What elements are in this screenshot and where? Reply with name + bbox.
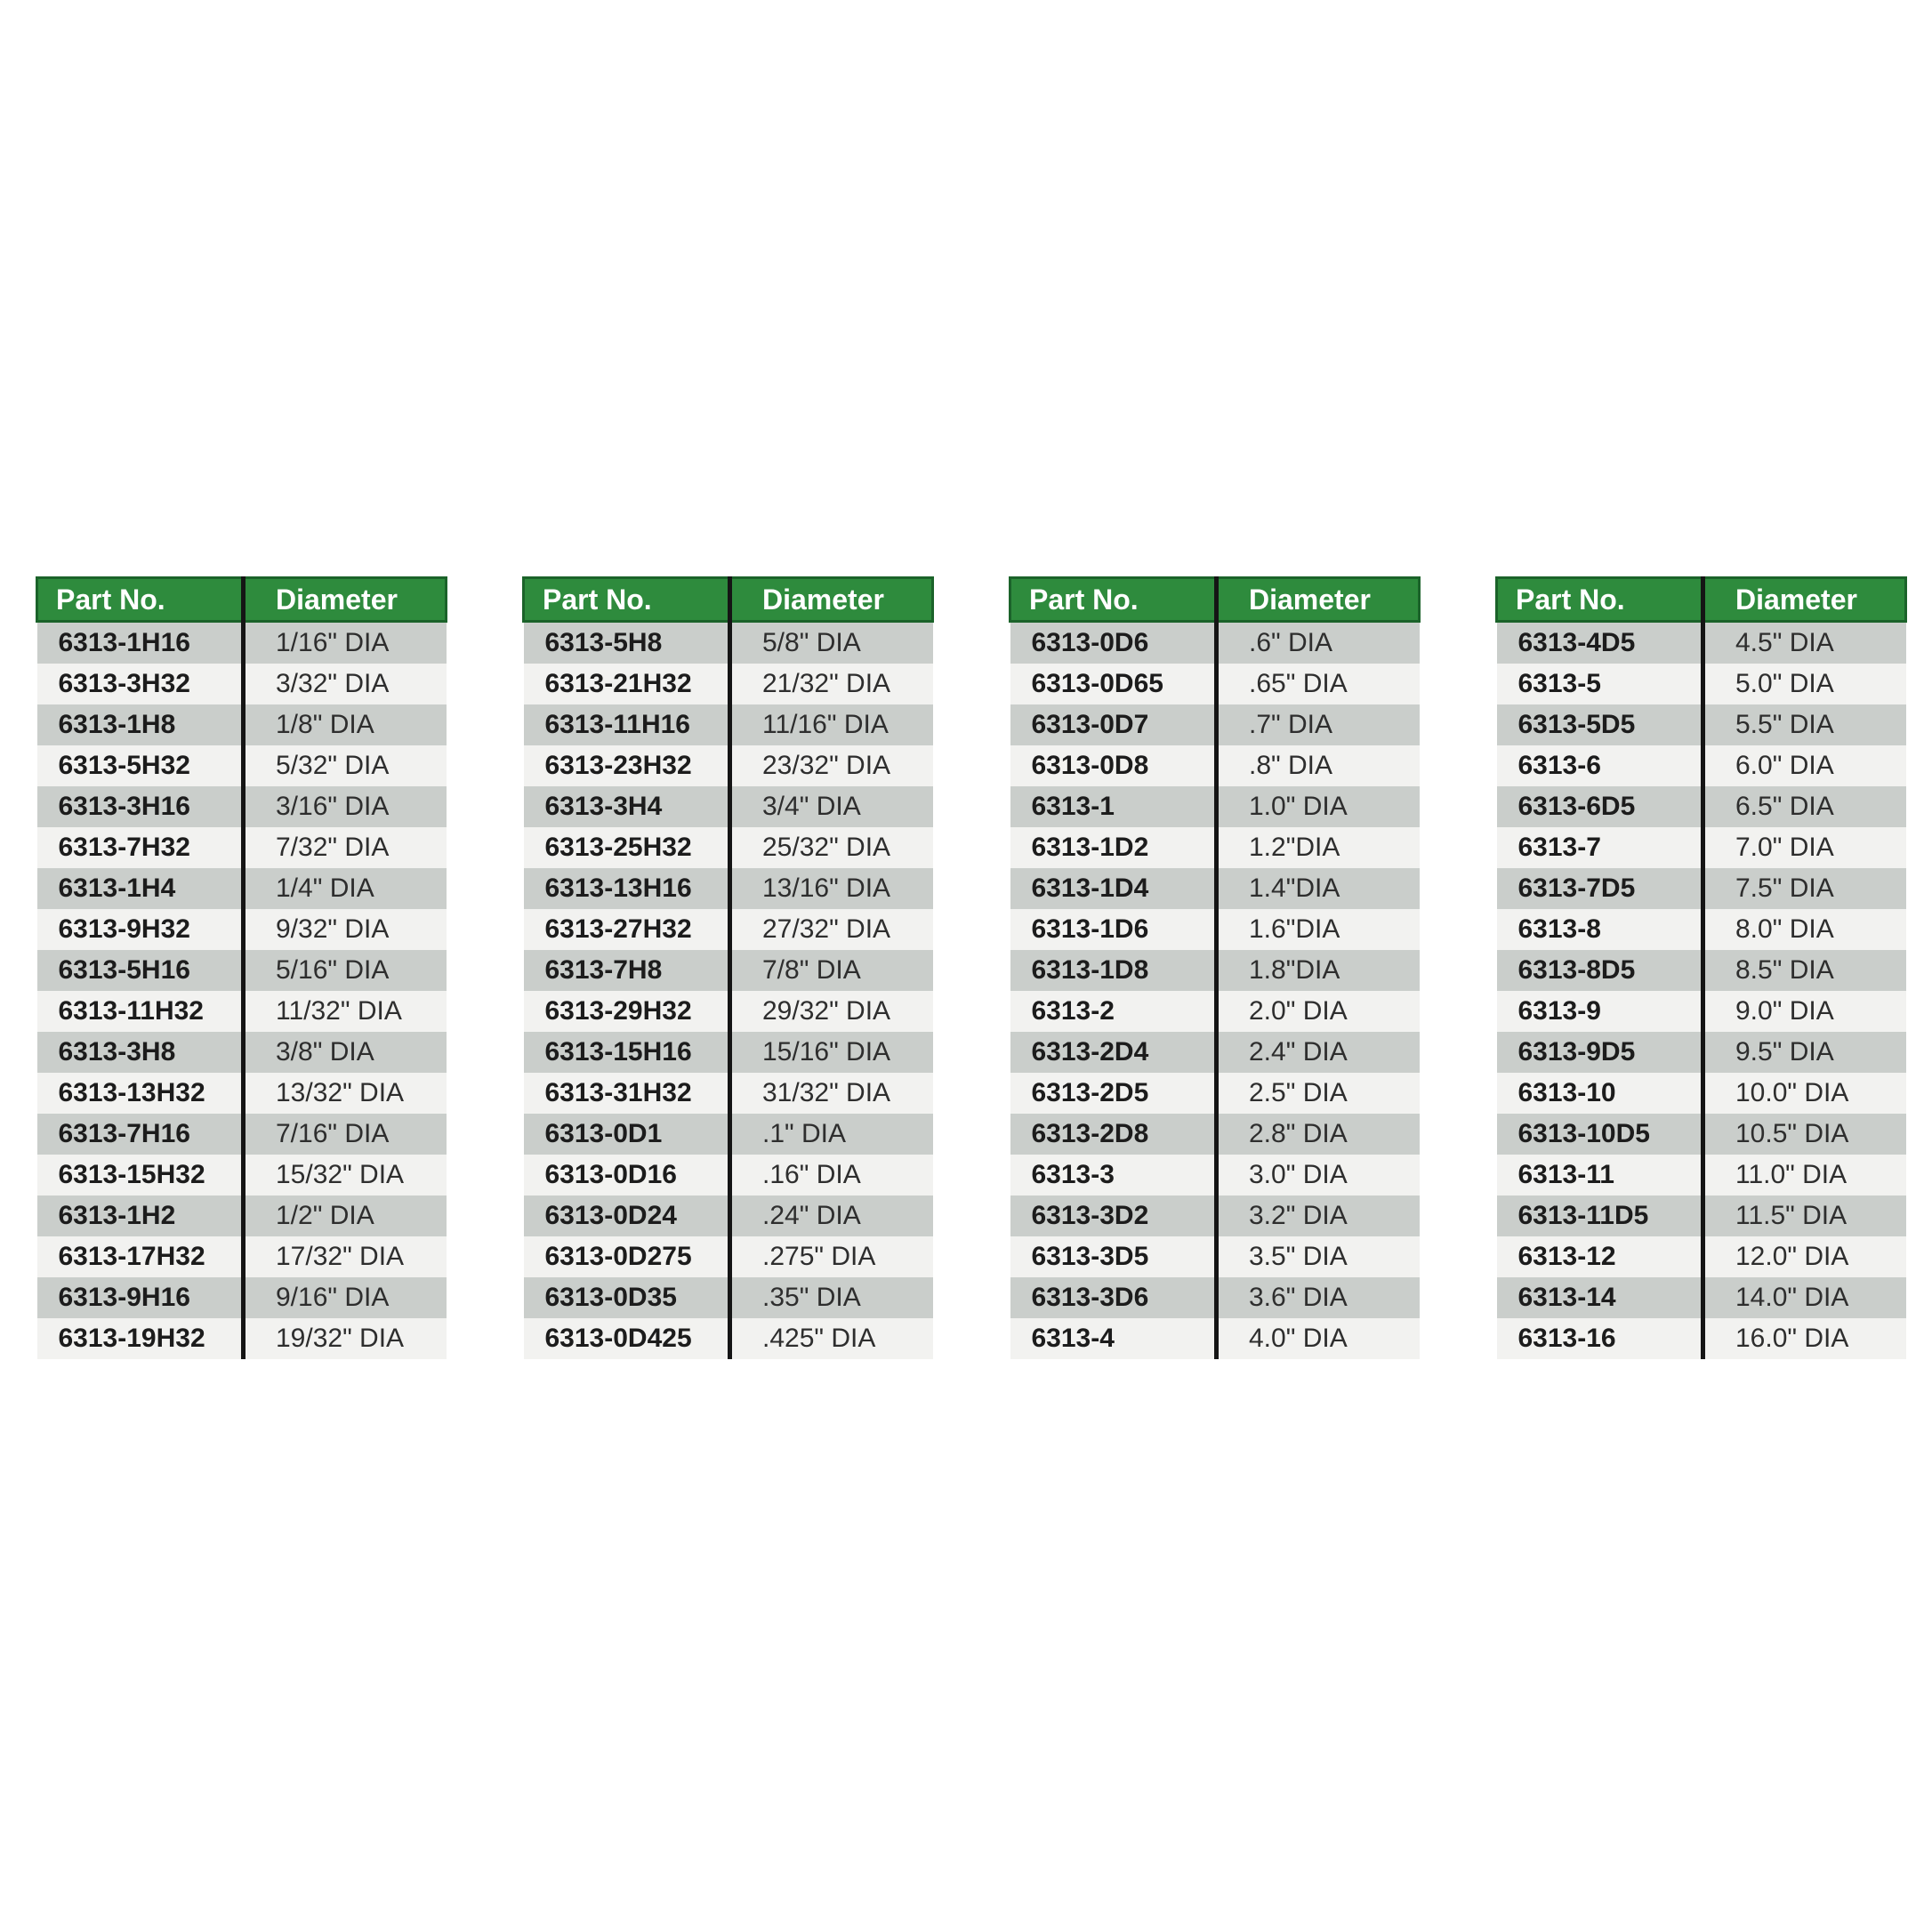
diameter-cell: 1.8"DIA	[1217, 950, 1420, 991]
table-row	[1010, 1155, 1420, 1195]
part-no-cell: 6313-6D5	[1497, 786, 1703, 827]
part-no-cell: 6313-10	[1497, 1073, 1703, 1114]
column-header-diameter: Diameter	[244, 578, 447, 622]
part-no-cell: 6313-1D6	[1010, 909, 1217, 950]
table-row	[524, 704, 933, 745]
diameter-cell: 23/32" DIA	[730, 745, 933, 786]
table-row	[37, 745, 447, 786]
table-row	[37, 786, 447, 827]
part-no-cell: 6313-3H4	[524, 786, 730, 827]
part-no-cell: 6313-12	[1497, 1236, 1703, 1277]
part-no-cell: 6313-9D5	[1497, 1032, 1703, 1073]
diameter-cell: 11.0" DIA	[1703, 1155, 1906, 1195]
diameter-cell: 9.5" DIA	[1703, 1032, 1906, 1073]
table-row	[37, 1236, 447, 1277]
part-no-cell: 6313-4D5	[1497, 622, 1703, 664]
part-no-cell: 6313-0D24	[524, 1195, 730, 1236]
part-no-cell: 6313-3H8	[37, 1032, 244, 1073]
table-row	[1010, 827, 1420, 868]
column-header-diameter: Diameter	[1217, 578, 1420, 622]
part-no-cell: 6313-11D5	[1497, 1195, 1703, 1236]
table-row	[1497, 1032, 1906, 1073]
table-row	[524, 622, 933, 664]
part-no-cell: 6313-7	[1497, 827, 1703, 868]
part-no-cell: 6313-1H2	[37, 1195, 244, 1236]
table-row	[1497, 1073, 1906, 1114]
diameter-cell: .7" DIA	[1217, 704, 1420, 745]
table-row	[37, 827, 447, 868]
table-row	[524, 991, 933, 1032]
table-row	[1010, 1114, 1420, 1155]
table-row	[1497, 622, 1906, 664]
table-body	[524, 622, 933, 1360]
part-no-cell: 6313-8	[1497, 909, 1703, 950]
diameter-cell: 3.6" DIA	[1217, 1277, 1420, 1318]
table-header-row	[524, 578, 933, 622]
table-row	[524, 1277, 933, 1318]
part-no-cell: 6313-14	[1497, 1277, 1703, 1318]
column-header-diameter: Diameter	[1703, 578, 1906, 622]
part-no-cell: 6313-2D4	[1010, 1032, 1217, 1073]
diameter-cell: 16.0" DIA	[1703, 1318, 1906, 1359]
table-row	[1010, 745, 1420, 786]
table-row	[37, 1155, 447, 1195]
diameter-cell: 3.2" DIA	[1217, 1195, 1420, 1236]
diameter-cell: 1.2"DIA	[1217, 827, 1420, 868]
part-no-cell: 6313-9H16	[37, 1277, 244, 1318]
spec-table-decimal-2	[1495, 576, 1907, 1359]
diameter-cell: .65" DIA	[1217, 664, 1420, 704]
diameter-cell: 15/16" DIA	[730, 1032, 933, 1073]
diameter-cell: 2.0" DIA	[1217, 991, 1420, 1032]
part-no-cell: 6313-29H32	[524, 991, 730, 1032]
diameter-cell: 19/32" DIA	[244, 1318, 447, 1359]
diameter-cell: .8" DIA	[1217, 745, 1420, 786]
diameter-cell: 4.0" DIA	[1217, 1318, 1420, 1359]
diameter-cell: 17/32" DIA	[244, 1236, 447, 1277]
table-row	[1497, 786, 1906, 827]
diameter-cell: 11.5" DIA	[1703, 1195, 1906, 1236]
diameter-cell: 27/32" DIA	[730, 909, 933, 950]
diameter-cell: 11/16" DIA	[730, 704, 933, 745]
part-no-cell: 6313-3D5	[1010, 1236, 1217, 1277]
table-row	[1497, 1195, 1906, 1236]
table-row	[1010, 1073, 1420, 1114]
table-row	[1497, 909, 1906, 950]
part-no-cell: 6313-21H32	[524, 664, 730, 704]
part-no-cell: 6313-2D8	[1010, 1114, 1217, 1155]
part-no-cell: 6313-5H16	[37, 950, 244, 991]
diameter-cell: .425" DIA	[730, 1318, 933, 1359]
diameter-cell: 13/32" DIA	[244, 1073, 447, 1114]
diameter-cell: 7/8" DIA	[730, 950, 933, 991]
part-no-cell: 6313-13H16	[524, 868, 730, 909]
diameter-cell: 1/2" DIA	[244, 1195, 447, 1236]
table-header-row	[1497, 578, 1906, 622]
table-row	[1010, 1277, 1420, 1318]
part-no-cell: 6313-0D6	[1010, 622, 1217, 664]
table-row	[524, 909, 933, 950]
part-no-cell: 6313-2D5	[1010, 1073, 1217, 1114]
table-row	[37, 909, 447, 950]
part-no-cell: 6313-1H4	[37, 868, 244, 909]
part-no-cell: 6313-5	[1497, 664, 1703, 704]
table-row	[37, 1277, 447, 1318]
part-no-cell: 6313-25H32	[524, 827, 730, 868]
part-no-cell: 6313-0D65	[1010, 664, 1217, 704]
diameter-cell: .16" DIA	[730, 1155, 933, 1195]
diameter-cell: 11/32" DIA	[244, 991, 447, 1032]
diameter-cell: 1.4"DIA	[1217, 868, 1420, 909]
column-header-part-no: Part No.	[1010, 578, 1217, 622]
spec-table-decimal-1	[1009, 576, 1421, 1359]
diameter-cell: 7.5" DIA	[1703, 868, 1906, 909]
diameter-cell: 9.0" DIA	[1703, 991, 1906, 1032]
table-row	[37, 704, 447, 745]
part-no-cell: 6313-3H16	[37, 786, 244, 827]
part-no-cell: 6313-8D5	[1497, 950, 1703, 991]
part-no-cell: 6313-15H32	[37, 1155, 244, 1195]
table-row	[37, 1032, 447, 1073]
diameter-cell: 4.5" DIA	[1703, 622, 1906, 664]
diameter-cell: 13/16" DIA	[730, 868, 933, 909]
diameter-cell: 12.0" DIA	[1703, 1236, 1906, 1277]
diameter-cell: 8.5" DIA	[1703, 950, 1906, 991]
part-no-cell: 6313-7H16	[37, 1114, 244, 1155]
table-row	[1497, 704, 1906, 745]
column-header-part-no: Part No.	[1497, 578, 1703, 622]
diameter-cell: 2.5" DIA	[1217, 1073, 1420, 1114]
diameter-cell: 5.5" DIA	[1703, 704, 1906, 745]
table-row	[524, 1236, 933, 1277]
diameter-cell: 3/32" DIA	[244, 664, 447, 704]
diameter-cell: 7/32" DIA	[244, 827, 447, 868]
spec-table-fractional-1	[36, 576, 447, 1359]
part-no-cell: 6313-1D8	[1010, 950, 1217, 991]
part-no-cell: 6313-0D7	[1010, 704, 1217, 745]
table-row	[37, 1318, 447, 1359]
diameter-cell: 10.5" DIA	[1703, 1114, 1906, 1155]
diameter-cell: 3/4" DIA	[730, 786, 933, 827]
table-row	[1497, 868, 1906, 909]
diameter-cell: 9/16" DIA	[244, 1277, 447, 1318]
diameter-cell: 5/8" DIA	[730, 622, 933, 664]
part-no-cell: 6313-11	[1497, 1155, 1703, 1195]
table-row	[524, 745, 933, 786]
diameter-cell: 10.0" DIA	[1703, 1073, 1906, 1114]
part-no-cell: 6313-1H8	[37, 704, 244, 745]
diameter-cell: 1/8" DIA	[244, 704, 447, 745]
table-row	[524, 1114, 933, 1155]
diameter-cell: 3/8" DIA	[244, 1032, 447, 1073]
table-row	[1010, 991, 1420, 1032]
table-row	[1010, 1318, 1420, 1359]
table-row	[37, 868, 447, 909]
part-no-cell: 6313-0D16	[524, 1155, 730, 1195]
diameter-cell: .35" DIA	[730, 1277, 933, 1318]
table-row	[524, 1032, 933, 1073]
part-no-cell: 6313-11H16	[524, 704, 730, 745]
table-row	[1010, 950, 1420, 991]
diameter-cell: 3/16" DIA	[244, 786, 447, 827]
table-row	[37, 622, 447, 664]
diameter-cell: 3.5" DIA	[1217, 1236, 1420, 1277]
table-row	[1497, 664, 1906, 704]
column-header-part-no: Part No.	[524, 578, 730, 622]
part-no-cell: 6313-5H32	[37, 745, 244, 786]
diameter-cell: 8.0" DIA	[1703, 909, 1906, 950]
table-row	[524, 786, 933, 827]
diameter-cell: 5.0" DIA	[1703, 664, 1906, 704]
table-row	[1010, 786, 1420, 827]
table-row	[524, 1155, 933, 1195]
part-no-cell: 6313-1H16	[37, 622, 244, 664]
part-no-cell: 6313-3D2	[1010, 1195, 1217, 1236]
diameter-cell: 1.6"DIA	[1217, 909, 1420, 950]
table-row	[1010, 704, 1420, 745]
table-body	[37, 622, 447, 1360]
table-row	[524, 950, 933, 991]
diameter-cell: 1/4" DIA	[244, 868, 447, 909]
diameter-cell: .24" DIA	[730, 1195, 933, 1236]
diameter-cell: 6.5" DIA	[1703, 786, 1906, 827]
part-no-cell: 6313-0D275	[524, 1236, 730, 1277]
diameter-cell: 15/32" DIA	[244, 1155, 447, 1195]
table-row	[37, 1073, 447, 1114]
column-header-part-no: Part No.	[37, 578, 244, 622]
diameter-cell: 29/32" DIA	[730, 991, 933, 1032]
diameter-cell: 1/16" DIA	[244, 622, 447, 664]
diameter-cell: 5/32" DIA	[244, 745, 447, 786]
table-row	[1010, 1032, 1420, 1073]
diameter-cell: 7/16" DIA	[244, 1114, 447, 1155]
table-row	[1497, 991, 1906, 1032]
part-no-cell: 6313-0D425	[524, 1318, 730, 1359]
table-header-row	[1010, 578, 1420, 622]
table-body	[1010, 622, 1420, 1360]
table-row	[1010, 622, 1420, 664]
part-no-cell: 6313-7H8	[524, 950, 730, 991]
table-row	[1010, 664, 1420, 704]
part-no-cell: 6313-5D5	[1497, 704, 1703, 745]
diameter-cell: 7.0" DIA	[1703, 827, 1906, 868]
spec-table-fractional-2	[522, 576, 934, 1359]
table-row	[1497, 1318, 1906, 1359]
part-no-cell: 6313-7H32	[37, 827, 244, 868]
table-row	[37, 1195, 447, 1236]
part-no-cell: 6313-17H32	[37, 1236, 244, 1277]
diameter-cell: 2.8" DIA	[1217, 1114, 1420, 1155]
diameter-cell: 31/32" DIA	[730, 1073, 933, 1114]
part-no-cell: 6313-5H8	[524, 622, 730, 664]
part-no-cell: 6313-9	[1497, 991, 1703, 1032]
part-no-cell: 6313-3D6	[1010, 1277, 1217, 1318]
part-no-cell: 6313-23H32	[524, 745, 730, 786]
table-row	[37, 950, 447, 991]
part-no-cell: 6313-16	[1497, 1318, 1703, 1359]
part-no-cell: 6313-1D2	[1010, 827, 1217, 868]
diameter-cell: 14.0" DIA	[1703, 1277, 1906, 1318]
diameter-cell: 21/32" DIA	[730, 664, 933, 704]
table-row	[1497, 1155, 1906, 1195]
table-row	[1010, 909, 1420, 950]
diameter-cell: 2.4" DIA	[1217, 1032, 1420, 1073]
table-row	[1497, 1236, 1906, 1277]
table-row	[524, 1073, 933, 1114]
diameter-cell: 3.0" DIA	[1217, 1155, 1420, 1195]
table-row	[524, 664, 933, 704]
part-no-cell: 6313-13H32	[37, 1073, 244, 1114]
column-header-diameter: Diameter	[730, 578, 933, 622]
part-no-cell: 6313-6	[1497, 745, 1703, 786]
part-no-cell: 6313-15H16	[524, 1032, 730, 1073]
table-row	[1497, 1277, 1906, 1318]
table-row	[1497, 950, 1906, 991]
table-body	[1497, 622, 1906, 1360]
part-no-cell: 6313-7D5	[1497, 868, 1703, 909]
part-no-cell: 6313-19H32	[37, 1318, 244, 1359]
table-row	[1497, 827, 1906, 868]
part-no-cell: 6313-31H32	[524, 1073, 730, 1114]
part-no-cell: 6313-3	[1010, 1155, 1217, 1195]
part-no-cell: 6313-0D35	[524, 1277, 730, 1318]
part-no-cell: 6313-2	[1010, 991, 1217, 1032]
diameter-cell: .1" DIA	[730, 1114, 933, 1155]
diameter-cell: .275" DIA	[730, 1236, 933, 1277]
spec-tables-row	[36, 576, 1907, 1359]
diameter-cell: .6" DIA	[1217, 622, 1420, 664]
diameter-cell: 6.0" DIA	[1703, 745, 1906, 786]
table-row	[524, 827, 933, 868]
table-row	[1010, 868, 1420, 909]
part-no-cell: 6313-11H32	[37, 991, 244, 1032]
part-no-cell: 6313-10D5	[1497, 1114, 1703, 1155]
table-row	[37, 1114, 447, 1155]
part-no-cell: 6313-27H32	[524, 909, 730, 950]
table-row	[524, 1318, 933, 1359]
diameter-cell: 9/32" DIA	[244, 909, 447, 950]
diameter-cell: 5/16" DIA	[244, 950, 447, 991]
table-row	[1497, 1114, 1906, 1155]
part-no-cell: 6313-0D1	[524, 1114, 730, 1155]
part-no-cell: 6313-1	[1010, 786, 1217, 827]
table-row	[37, 664, 447, 704]
table-row	[1010, 1236, 1420, 1277]
part-no-cell: 6313-9H32	[37, 909, 244, 950]
part-no-cell: 6313-3H32	[37, 664, 244, 704]
table-header-row	[37, 578, 447, 622]
table-row	[1010, 1195, 1420, 1236]
part-no-cell: 6313-4	[1010, 1318, 1217, 1359]
table-row	[524, 1195, 933, 1236]
table-row	[524, 868, 933, 909]
part-no-cell: 6313-1D4	[1010, 868, 1217, 909]
diameter-cell: 25/32" DIA	[730, 827, 933, 868]
diameter-cell: 1.0" DIA	[1217, 786, 1420, 827]
table-row	[1497, 745, 1906, 786]
part-no-cell: 6313-0D8	[1010, 745, 1217, 786]
table-row	[37, 991, 447, 1032]
